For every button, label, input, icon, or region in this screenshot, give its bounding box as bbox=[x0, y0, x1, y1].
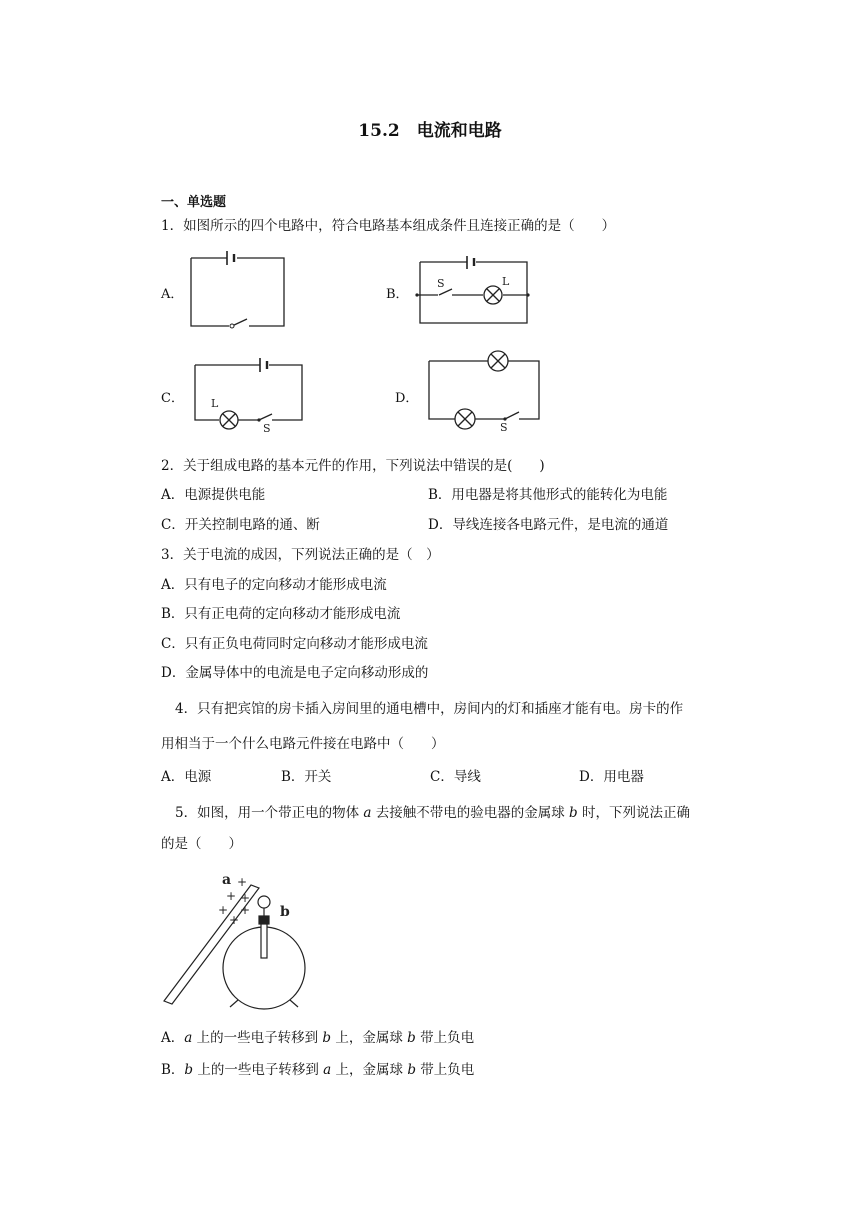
q2-option-b: B．用电器是将其他形式的能转化为电能 bbox=[428, 487, 668, 503]
circuit-b-switch-label: S bbox=[437, 277, 445, 290]
q1-stem: 1．如图所示的四个电路中，符合电路基本组成条件且连接正确的是（ ） bbox=[161, 218, 616, 234]
circuit-c-diagram bbox=[192, 354, 306, 434]
plus-charge-1: + bbox=[237, 875, 248, 889]
electroscope-diagram bbox=[160, 868, 310, 1008]
q1-option-d-label: D． bbox=[395, 391, 419, 406]
circuit-c-switch-label: S bbox=[263, 422, 271, 435]
q2-stem: 2．关于组成电路的基本元件的作用，下列说法中错误的是( ) bbox=[161, 458, 545, 474]
q2-option-c: C．开关控制电路的通、断 bbox=[161, 517, 320, 533]
q1-option-b-label: B． bbox=[386, 287, 409, 302]
circuit-c-lamp-label: L bbox=[211, 397, 219, 410]
plus-charge-5: + bbox=[240, 903, 251, 917]
page-title: 15.2 电流和电路 bbox=[358, 121, 502, 141]
q2-option-a: A．电源提供电能 bbox=[161, 487, 266, 503]
q3-stem: 3．关于电流的成因，下列说法正确的是（ ） bbox=[161, 547, 440, 563]
section-heading: 一、单选题 bbox=[161, 195, 227, 210]
circuit-b-diagram bbox=[414, 253, 534, 327]
q3-option-d: D．金属导体中的电流是电子定向移动形成的 bbox=[161, 665, 429, 681]
q4-stem-line2: 用相当于一个什么电路元件接在电路中（ ） bbox=[161, 736, 445, 752]
q3-option-a: A．只有电子的定向移动才能形成电流 bbox=[161, 577, 387, 593]
q3-option-b: B．只有正电荷的定向移动才能形成电流 bbox=[161, 606, 401, 622]
q1-option-c-label: C． bbox=[161, 391, 184, 406]
q4-option-a: A．电源 bbox=[161, 769, 212, 785]
circuit-b-lamp-label: L bbox=[502, 275, 510, 288]
q5-option-a: A．a 上的一些电子转移到 b 上，金属球 b 带上负电 bbox=[161, 1030, 475, 1046]
q1-option-a-label: A． bbox=[161, 287, 184, 302]
circuit-d-switch-label: S bbox=[500, 421, 508, 434]
ball-label-b: b bbox=[280, 904, 290, 920]
q4-stem-line1: 4．只有把宾馆的房卡插入房间里的通电槽中，房间内的灯和插座才能有电。房卡的作 bbox=[175, 701, 684, 717]
rod-label-a: a bbox=[222, 872, 232, 888]
q5-option-b: B．b 上的一些电子转移到 a 上，金属球 b 带上负电 bbox=[161, 1062, 475, 1078]
q5-stem-line2: 的是（ ） bbox=[161, 836, 242, 852]
plus-charge-4: + bbox=[218, 903, 229, 917]
q4-option-c: C．导线 bbox=[430, 769, 481, 785]
circuit-d-diagram bbox=[426, 348, 544, 434]
q2-option-d: D．导线连接各电路元件，是电流的通道 bbox=[428, 517, 669, 533]
q4-option-d: D．用电器 bbox=[579, 769, 644, 785]
plus-charge-3: + bbox=[240, 891, 251, 905]
q5-stem-line1: 5．如图，用一个带正电的物体 a 去接触不带电的验电器的金属球 b 时，下列说法正确 bbox=[175, 805, 690, 821]
plus-charge-2: + bbox=[226, 889, 237, 903]
plus-charge-6: + bbox=[229, 913, 240, 927]
q4-option-b: B．开关 bbox=[281, 769, 332, 785]
circuit-a-diagram bbox=[186, 247, 290, 331]
q3-option-c: C．只有正负电荷同时定向移动才能形成电流 bbox=[161, 636, 428, 652]
